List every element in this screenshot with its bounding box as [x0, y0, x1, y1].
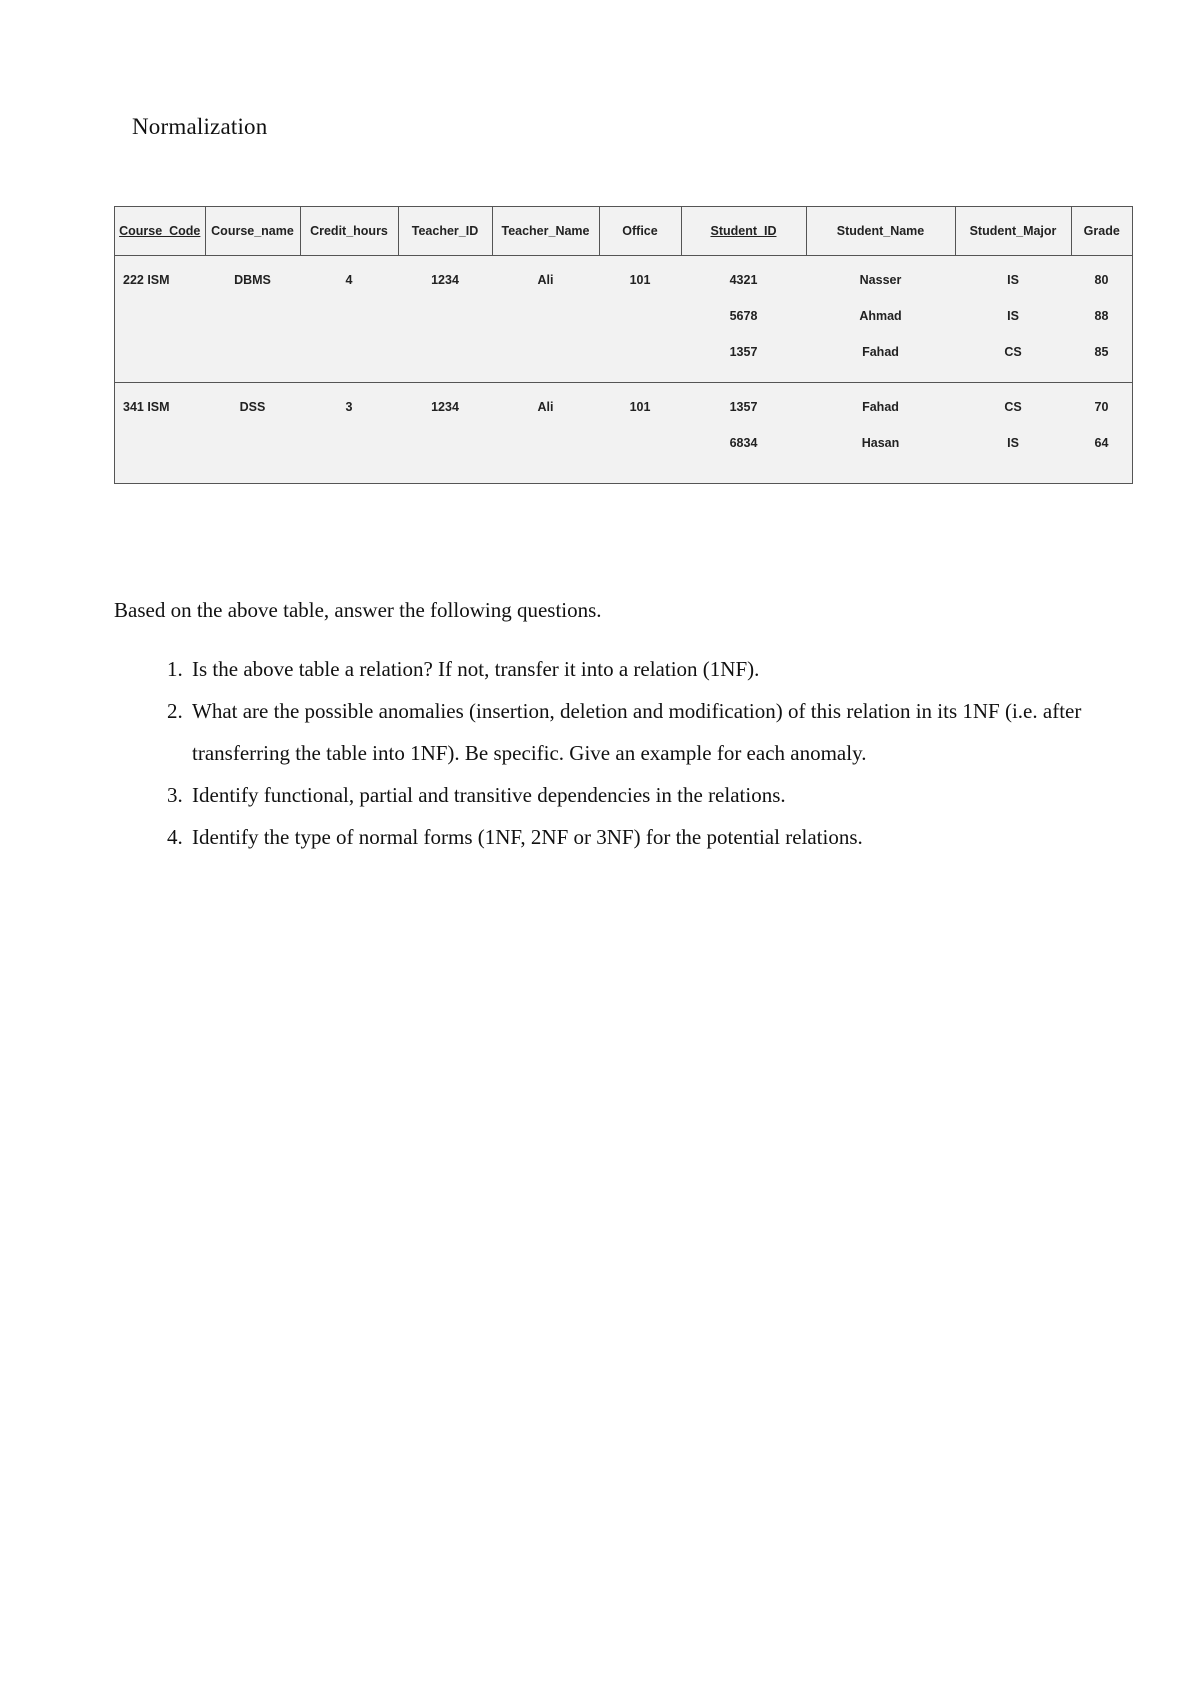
table-cell: Fahad [862, 345, 899, 359]
column-header: Course_Code [115, 207, 205, 256]
table-cell: 80 [1094, 273, 1109, 287]
column-header: Student_Name [806, 207, 955, 256]
column-header: Course_name [205, 207, 300, 256]
table-cell: DSS [239, 400, 266, 414]
table-cell: 1234 [431, 273, 459, 287]
column-header: Student_Major [955, 207, 1071, 256]
intro-text: Based on the above table, answer the following questions. [114, 598, 602, 622]
table-cell: CS [1004, 345, 1022, 359]
column-header: Teacher_ID [398, 207, 492, 256]
table-cell: 88 [1094, 309, 1109, 323]
table-cell: CS [1004, 400, 1022, 414]
table-cell: 5678 [729, 309, 758, 323]
table-cell: 4 [345, 273, 353, 287]
table-cell: 85 [1094, 345, 1109, 359]
question-item: 2. What are the possible anomalies (insertion, deletion and modification) of this relation in its 1NF (i.e. after transferring the table into 1NF). Be specific. Give an example for each anomaly. [188, 690, 1138, 774]
table-cell: Fahad [862, 400, 899, 414]
table-cell: IS [1007, 309, 1019, 323]
normalization-table-image [114, 206, 1133, 484]
table-cell: IS [1007, 436, 1019, 450]
table-cell: 3 [345, 400, 353, 414]
table-cell: 101 [629, 400, 651, 414]
question-item: 3. Identify functional, partial and transitive dependencies in the relations. [188, 774, 1138, 816]
table-cell: 6834 [729, 436, 758, 450]
table-cell: 1357 [729, 400, 758, 414]
table-row-group [115, 383, 1132, 488]
normalization-table [115, 207, 1132, 487]
table-cell: Hasan [861, 436, 900, 450]
table-cell: DBMS [234, 273, 271, 287]
column-header: Credit_hours [300, 207, 398, 256]
table-cell: Nasser [859, 273, 902, 287]
table-cell: 222 ISM [123, 273, 170, 287]
question-item: 4. Identify the type of normal forms (1NF, 2NF or 3NF) for the potential relations. [188, 816, 1138, 858]
table-cell: 4321 [729, 273, 758, 287]
table-cell: 1357 [729, 345, 758, 359]
column-header: Office [599, 207, 681, 256]
table-cell: 341 ISM [123, 400, 170, 414]
table-cell: IS [1007, 273, 1019, 287]
table-cell: 70 [1094, 400, 1109, 414]
column-header: Grade [1071, 207, 1132, 256]
table-row-group [115, 256, 1132, 383]
column-header: Student_ID [681, 207, 806, 256]
page-title: Normalization [132, 114, 268, 139]
table-header-row [115, 207, 1132, 256]
table-cell: Ali [537, 273, 554, 287]
table-cell: Ali [537, 400, 554, 414]
question-list [142, 648, 1138, 858]
table-cell: 101 [629, 273, 651, 287]
column-header: Teacher_Name [492, 207, 599, 256]
table-cell: 1234 [431, 400, 459, 414]
table-cell: 64 [1094, 436, 1109, 450]
table-cell: Ahmad [859, 309, 902, 323]
question-item: 1. Is the above table a relation? If not, transfer it into a relation (1NF). [188, 648, 1138, 690]
